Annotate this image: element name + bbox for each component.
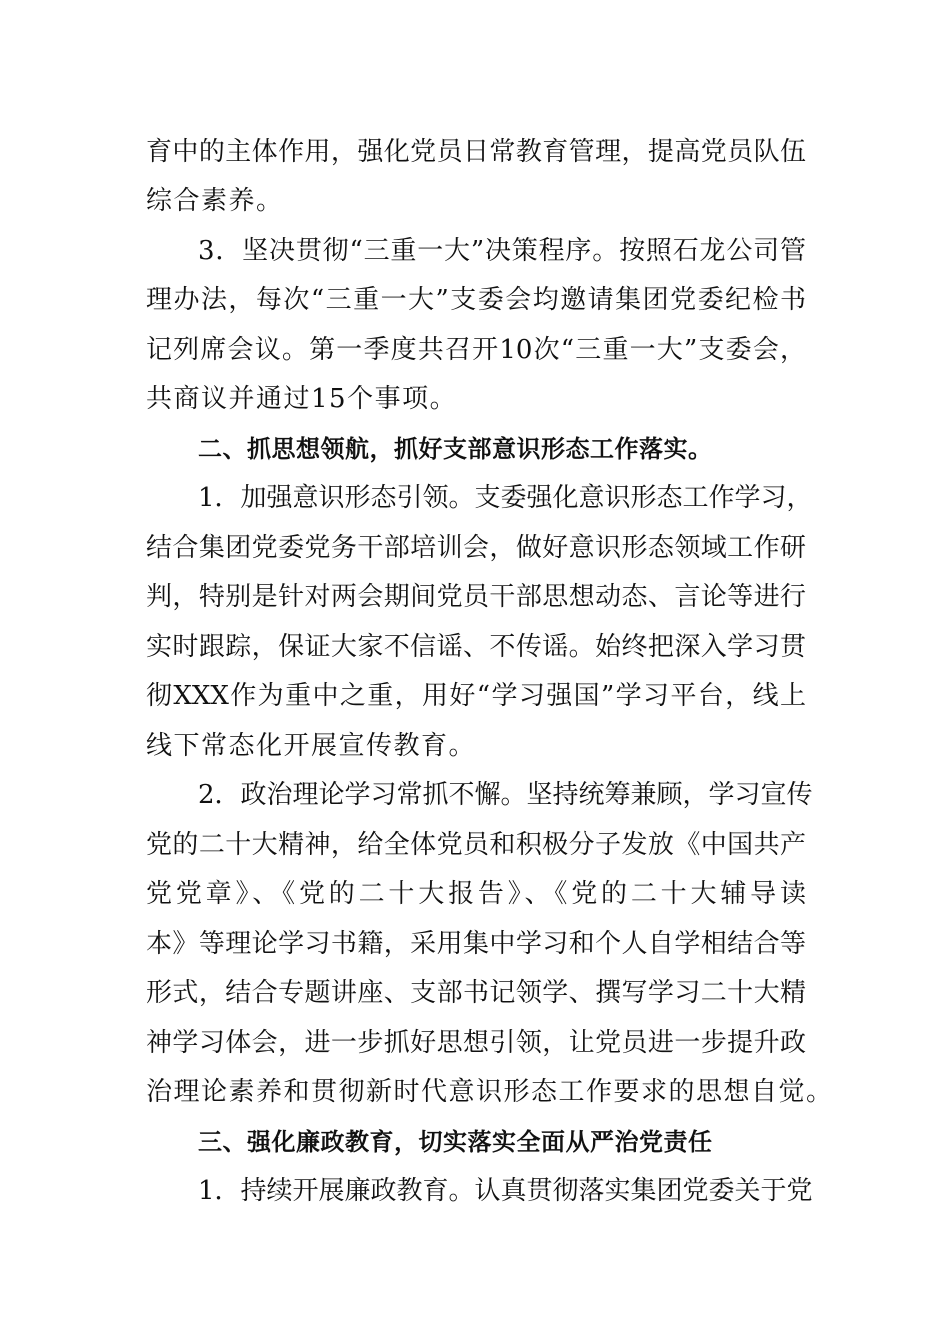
- body-text-line: 综合素养。: [146, 186, 284, 216]
- body-text-line: 育中的主体作用，强化党员日常教育管理，提高党员队伍: [146, 137, 806, 167]
- body-text-line: 记列席会议。第一季度共召开10次“三重一大”支委会，: [146, 335, 806, 365]
- body-text-line: 形式，结合专题讲座、支部书记领学、撰写学习二十大精: [146, 978, 806, 1008]
- body-text-line: 共商议并通过15个事项。: [146, 384, 458, 414]
- numbered-paragraph-start: 1．加强意识形态引领。支委强化意识形态工作学习，: [198, 483, 813, 513]
- body-text-line: 党的二十大精神，给全体党员和积极分子发放《中国共产: [146, 830, 806, 860]
- body-text-line: 党党章》、《党的二十大报告》、《党的二十大辅导读: [146, 879, 806, 909]
- body-text-line: 结合集团党委党务干部培训会，做好意识形态领域工作研: [146, 533, 806, 563]
- body-text-line: 判，特别是针对两会期间党员干部思想动态、言论等进行: [146, 582, 806, 612]
- numbered-paragraph-start: 3．坚决贯彻“三重一大”决策程序。按照石龙公司管: [198, 236, 806, 266]
- body-text-line: 本》等理论学习书籍，采用集中学习和个人自学相结合等: [146, 929, 806, 959]
- body-text-line: 治理论素养和贯彻新时代意识形态工作要求的思想自觉。: [146, 1077, 834, 1107]
- body-text-line: 线下常态化开展宣传教育。: [146, 731, 477, 761]
- numbered-paragraph-start: 2．政治理论学习常抓不懈。坚持统筹兼顾，学习宣传: [198, 780, 813, 810]
- body-text-line: 彻XXX作为重中之重，用好“学习强国”学习平台，线上: [146, 681, 806, 711]
- section-heading: 二、抓思想领航，抓好支部意识形态工作落实。: [198, 435, 713, 463]
- section-heading: 三、强化廉政教育，切实落实全面从严治党责任: [198, 1128, 713, 1156]
- body-text-line: 理办法，每次“三重一大”支委会均邀请集团党委纪检书: [146, 285, 806, 315]
- body-text-line: 实时跟踪，保证大家不信谣、不传谣。始终把深入学习贯: [146, 632, 806, 662]
- numbered-paragraph-start: 1．持续开展廉政教育。认真贯彻落实集团党委关于党: [198, 1176, 813, 1206]
- body-text-line: 神学习体会，进一步抓好思想引领，让党员进一步提升政: [146, 1028, 806, 1058]
